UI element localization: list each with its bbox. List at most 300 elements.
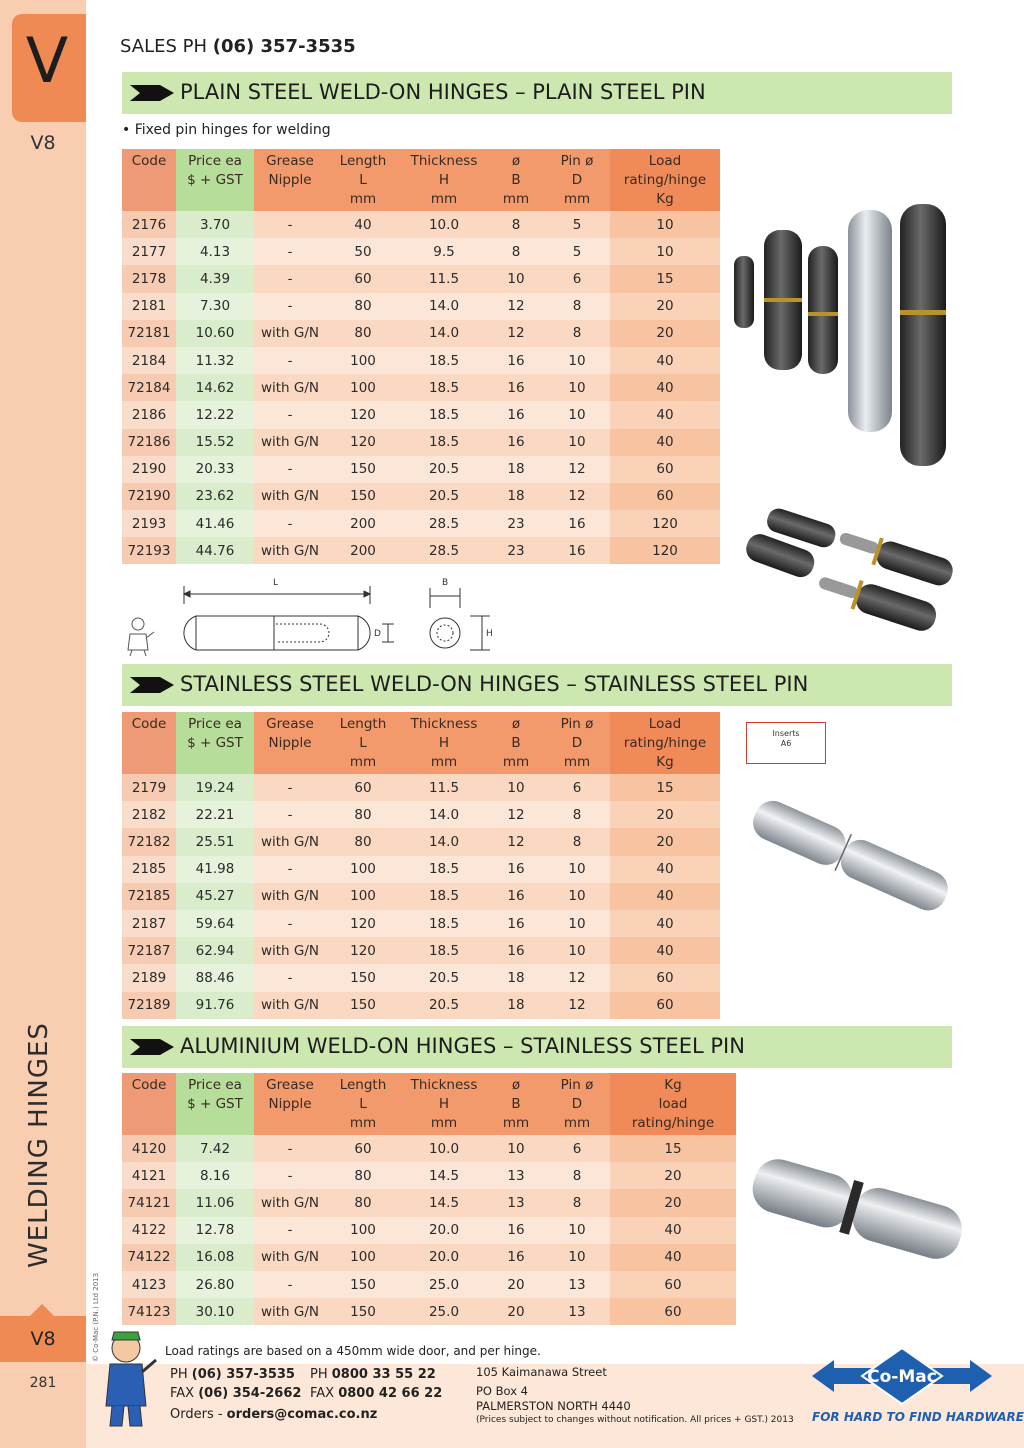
table-cell: 20.0 <box>400 1217 488 1244</box>
table-cell: 15 <box>610 1135 736 1162</box>
column-header-line: D <box>571 172 583 188</box>
table-cell: 8 <box>488 211 544 238</box>
table-cell: 4122 <box>122 1217 176 1244</box>
table-cell: 10 <box>610 211 720 238</box>
table-cell: with G/N <box>254 537 326 564</box>
table-row <box>122 483 720 510</box>
table-cell: 14.0 <box>400 293 488 320</box>
table-cell: 4120 <box>122 1135 176 1162</box>
column-header-line: Price ea <box>188 1077 242 1093</box>
table-cell: 12 <box>488 293 544 320</box>
column-header-line: mm <box>349 191 377 207</box>
table-cell: - <box>254 401 326 428</box>
table-row <box>122 774 720 801</box>
table-cell: 2186 <box>122 401 176 428</box>
table-cell: with G/N <box>254 937 326 964</box>
sales-phone-header <box>120 36 356 57</box>
table-cell: 8 <box>544 828 610 855</box>
table-cell: 5 <box>544 238 610 265</box>
table-cell: 120 <box>326 937 400 964</box>
table-cell: 22.21 <box>176 801 254 828</box>
table-cell: - <box>254 211 326 238</box>
hinge-dimension-diagram <box>120 574 500 660</box>
table-cell: 16 <box>488 1217 544 1244</box>
aluminium-hinge-photo <box>746 1140 968 1280</box>
table-cell: 8 <box>488 238 544 265</box>
column-header <box>176 712 254 774</box>
table-cell: 72182 <box>122 828 176 855</box>
table-cell: 100 <box>326 883 400 910</box>
table-cell: 40 <box>610 374 720 401</box>
table-cell: 120 <box>326 429 400 456</box>
column-header-line: mm <box>430 1115 458 1131</box>
inserts-label: Inserts <box>772 729 800 738</box>
table-cell: - <box>254 1217 326 1244</box>
table-cell: 74121 <box>122 1189 176 1216</box>
table-cell: with G/N <box>254 429 326 456</box>
table-header-row <box>122 149 720 211</box>
table-cell: 40 <box>326 211 400 238</box>
table-row <box>122 1162 736 1189</box>
table-cell: 2184 <box>122 347 176 374</box>
table-cell: 41.46 <box>176 510 254 537</box>
table-cell: 20.33 <box>176 456 254 483</box>
table-cell: 14.0 <box>400 828 488 855</box>
table-cell: 2189 <box>122 964 176 991</box>
table-cell: 72187 <box>122 937 176 964</box>
table-cell: 40 <box>610 1217 736 1244</box>
column-header-line: ø <box>511 1077 521 1093</box>
table-cell: 20 <box>610 320 720 347</box>
table-row <box>122 1217 736 1244</box>
comac-logo <box>812 1346 992 1406</box>
column-header <box>122 149 176 211</box>
table-cell: with G/N <box>254 992 326 1019</box>
column-header-line: Kg <box>664 1077 682 1093</box>
table-cell: 13 <box>488 1189 544 1216</box>
table-row <box>122 347 720 374</box>
sales-label: SALES PH <box>120 36 213 57</box>
column-header <box>400 149 488 211</box>
table-cell: 100 <box>326 1217 400 1244</box>
table-cell: 2176 <box>122 211 176 238</box>
table-row <box>122 429 720 456</box>
price-disclaimer: (Prices subject to changes without notification. All prices + GST.) 2013 <box>476 1415 794 1425</box>
section-bar-plain-steel <box>122 72 952 114</box>
table-cell: 80 <box>326 293 400 320</box>
table-cell: - <box>254 964 326 991</box>
inserts-page: A6 <box>780 739 792 748</box>
table-cell: 10 <box>544 429 610 456</box>
table-cell: 91.76 <box>176 992 254 1019</box>
table-cell: with G/N <box>254 483 326 510</box>
spec-table-plain-steel <box>122 149 720 564</box>
table-header-row <box>122 712 720 774</box>
table-cell: 100 <box>326 1244 400 1271</box>
table-cell: 10 <box>544 1217 610 1244</box>
table-cell: - <box>254 265 326 292</box>
table-cell: 4123 <box>122 1271 176 1298</box>
table-cell: 13 <box>544 1298 610 1325</box>
column-header <box>610 149 720 211</box>
column-header-line: mm <box>563 1115 591 1131</box>
column-header <box>400 712 488 774</box>
table-cell: 10 <box>544 347 610 374</box>
table-row <box>122 801 720 828</box>
table-cell: 4.39 <box>176 265 254 292</box>
table-row <box>122 293 720 320</box>
column-header <box>326 149 400 211</box>
table-cell: 2178 <box>122 265 176 292</box>
table-cell: 16 <box>488 429 544 456</box>
table-cell: 40 <box>610 347 720 374</box>
table-cell: 4121 <box>122 1162 176 1189</box>
column-header-line: Pin ø <box>560 1077 594 1093</box>
table-cell: 18.5 <box>400 856 488 883</box>
arrow-right-icon <box>130 1039 174 1055</box>
table-cell: 41.98 <box>176 856 254 883</box>
address-street: 105 Kaimanawa Street <box>476 1365 607 1379</box>
table-cell: 60 <box>610 964 720 991</box>
table-cell: 14.62 <box>176 374 254 401</box>
table-cell: 8 <box>544 801 610 828</box>
table-row <box>122 238 720 265</box>
table-cell: 7.30 <box>176 293 254 320</box>
section-letter: V <box>25 24 69 97</box>
table-cell: 3.70 <box>176 211 254 238</box>
column-header-line: Load <box>648 153 682 169</box>
table-cell: 8 <box>544 1189 610 1216</box>
table-cell: 40 <box>610 401 720 428</box>
column-header-line: mm <box>349 1115 377 1131</box>
table-row <box>122 537 720 564</box>
column-header-line: mm <box>502 1115 530 1131</box>
column-header <box>544 712 610 774</box>
contact-phone: PH (06) 357-3535 <box>170 1367 295 1382</box>
table-row <box>122 1298 736 1325</box>
table-cell: 16.08 <box>176 1244 254 1271</box>
column-header-line: Code <box>131 153 167 169</box>
column-header-line: Kg <box>656 754 674 770</box>
table-cell: 120 <box>610 510 720 537</box>
table-row <box>122 401 720 428</box>
table-cell: 72184 <box>122 374 176 401</box>
column-header-line: mm <box>430 754 458 770</box>
mascot-icon <box>92 1326 162 1430</box>
table-cell: 13 <box>488 1162 544 1189</box>
table-cell: 6 <box>544 774 610 801</box>
column-header <box>176 1073 254 1135</box>
table-cell: 50 <box>326 238 400 265</box>
column-header-line: Kg <box>656 191 674 207</box>
table-row <box>122 456 720 483</box>
table-cell: 100 <box>326 856 400 883</box>
spec-table-stainless-steel <box>122 712 720 1019</box>
table-cell: 20.5 <box>400 456 488 483</box>
table-cell: 12.22 <box>176 401 254 428</box>
table-cell: 2179 <box>122 774 176 801</box>
steel-hinges-photo <box>728 200 958 472</box>
table-cell: 80 <box>326 320 400 347</box>
table-row <box>122 883 720 910</box>
table-cell: 10 <box>544 401 610 428</box>
table-cell: 40 <box>610 1244 736 1271</box>
column-header-line: H <box>438 172 450 188</box>
hinge-parts-photo <box>734 494 960 644</box>
table-cell: 10 <box>488 774 544 801</box>
table-cell: 10 <box>544 856 610 883</box>
table-row <box>122 510 720 537</box>
column-header-line: Length <box>339 153 387 169</box>
table-cell: 150 <box>326 992 400 1019</box>
column-header-line: Nipple <box>268 1096 312 1112</box>
table-row <box>122 856 720 883</box>
table-cell: 18.5 <box>400 910 488 937</box>
table-cell: 10 <box>544 374 610 401</box>
column-header-line: ø <box>511 153 521 169</box>
column-header-line: Length <box>339 1077 387 1093</box>
table-cell: 10.60 <box>176 320 254 347</box>
column-header-line: load <box>658 1096 688 1112</box>
table-cell: 12 <box>488 320 544 347</box>
table-cell: - <box>254 510 326 537</box>
table-cell: 10 <box>544 937 610 964</box>
table-cell: 4.13 <box>176 238 254 265</box>
orders-contact: Orders - orders@comac.co.nz <box>170 1407 378 1422</box>
dim-label-L: L <box>273 578 279 588</box>
column-header <box>326 712 400 774</box>
table-cell: with G/N <box>254 1244 326 1271</box>
dim-label-B: B <box>442 578 449 588</box>
table-cell: 72189 <box>122 992 176 1019</box>
table-cell: 72190 <box>122 483 176 510</box>
table-cell: 10.0 <box>400 1135 488 1162</box>
column-header-line: L <box>359 1096 367 1112</box>
table-cell: 18.5 <box>400 937 488 964</box>
contact-freephone: PH 0800 33 55 22 <box>310 1367 436 1382</box>
table-cell: 16 <box>488 347 544 374</box>
table-cell: 20.5 <box>400 483 488 510</box>
column-header-line: rating/hinge <box>623 172 707 188</box>
table-cell: 40 <box>610 429 720 456</box>
column-header-line: Price ea <box>188 153 242 169</box>
column-header-line: Thickness <box>410 716 478 732</box>
page-number: 281 <box>29 1375 57 1391</box>
table-cell: 18.5 <box>400 883 488 910</box>
column-header-line: mm <box>502 191 530 207</box>
section-title: PLAIN STEEL WELD-ON HINGES – PLAIN STEEL PIN <box>180 80 706 104</box>
column-header-line: Grease <box>266 153 314 169</box>
table-cell: 12 <box>544 483 610 510</box>
dim-label-H: H <box>486 629 493 639</box>
orders-email-link[interactable]: orders@comac.co.nz <box>226 1407 378 1422</box>
column-header <box>488 712 544 774</box>
column-header <box>544 1073 610 1135</box>
table-cell: 40 <box>610 937 720 964</box>
table-cell: 72193 <box>122 537 176 564</box>
column-header <box>610 712 720 774</box>
table-cell: 2182 <box>122 801 176 828</box>
section-letter-tab <box>12 14 86 122</box>
load-rating-footnote: Load ratings are based on a 450mm wide door, and per hinge. <box>165 1344 541 1358</box>
table-cell: - <box>254 456 326 483</box>
column-header <box>326 1073 400 1135</box>
table-cell: 25.0 <box>400 1298 488 1325</box>
table-cell: 10 <box>610 238 720 265</box>
table-cell: 11.32 <box>176 347 254 374</box>
column-header-line: H <box>438 735 450 751</box>
table-cell: with G/N <box>254 1298 326 1325</box>
table-cell: 26.80 <box>176 1271 254 1298</box>
table-cell: 25.0 <box>400 1271 488 1298</box>
table-cell: with G/N <box>254 828 326 855</box>
table-cell: 28.5 <box>400 510 488 537</box>
column-header-line: $ + GST <box>187 1096 243 1112</box>
table-cell: 150 <box>326 1271 400 1298</box>
table-cell: 100 <box>326 374 400 401</box>
table-cell: 2177 <box>122 238 176 265</box>
column-header-line: ø <box>511 716 521 732</box>
table-cell: 60 <box>610 1298 736 1325</box>
table-cell: 28.5 <box>400 537 488 564</box>
table-cell: 80 <box>326 828 400 855</box>
table-cell: 150 <box>326 964 400 991</box>
column-header-line: Pin ø <box>560 716 594 732</box>
table-row <box>122 828 720 855</box>
table-cell: 18 <box>488 456 544 483</box>
table-cell: 16 <box>488 1244 544 1271</box>
address-city: PALMERSTON NORTH 4440 <box>476 1399 631 1413</box>
section-code-bottom-tab <box>0 1316 86 1362</box>
spec-table-aluminium <box>122 1073 736 1325</box>
table-cell: 18 <box>488 992 544 1019</box>
table-cell: 12 <box>488 801 544 828</box>
table-cell: 8 <box>544 320 610 347</box>
table-row <box>122 964 720 991</box>
column-header <box>254 1073 326 1135</box>
table-cell: - <box>254 910 326 937</box>
column-header-line: mm <box>563 754 591 770</box>
table-cell: 11.06 <box>176 1189 254 1216</box>
table-cell: 150 <box>326 456 400 483</box>
column-header-line: mm <box>430 191 458 207</box>
table-cell: 60 <box>326 774 400 801</box>
table-header-row <box>122 1073 736 1135</box>
sales-phone: (06) 357-3535 <box>212 36 356 57</box>
column-header-line: D <box>571 735 583 751</box>
table-cell: 2187 <box>122 910 176 937</box>
table-cell: 18.5 <box>400 401 488 428</box>
table-cell: 120 <box>326 910 400 937</box>
table-cell: 60 <box>610 992 720 1019</box>
table-cell: 20.5 <box>400 992 488 1019</box>
table-cell: 20 <box>610 1189 736 1216</box>
table-row <box>122 937 720 964</box>
table-cell: - <box>254 238 326 265</box>
table-cell: 20 <box>610 828 720 855</box>
table-cell: 62.94 <box>176 937 254 964</box>
section-note: • Fixed pin hinges for welding <box>122 122 331 138</box>
table-cell: 40 <box>610 883 720 910</box>
section-bar-aluminium <box>122 1026 952 1068</box>
column-header-line: Grease <box>266 1077 314 1093</box>
column-header <box>122 1073 176 1135</box>
table-cell: 15.52 <box>176 429 254 456</box>
column-header-line: mm <box>563 191 591 207</box>
table-cell: 2181 <box>122 293 176 320</box>
column-header-line: Pin ø <box>560 153 594 169</box>
table-cell: - <box>254 293 326 320</box>
column-header-line: L <box>359 172 367 188</box>
column-header-line: $ + GST <box>187 735 243 751</box>
table-row <box>122 1244 736 1271</box>
table-cell: 80 <box>326 1162 400 1189</box>
column-header-line: Code <box>131 1077 167 1093</box>
table-cell: 10 <box>544 883 610 910</box>
table-cell: 10 <box>544 910 610 937</box>
table-cell: 2190 <box>122 456 176 483</box>
table-row <box>122 320 720 347</box>
vertical-section-title: WELDING HINGES <box>24 1022 54 1268</box>
column-header <box>544 149 610 211</box>
table-row <box>122 211 720 238</box>
table-cell: 16 <box>488 401 544 428</box>
table-cell: 88.46 <box>176 964 254 991</box>
column-header-line: Length <box>339 716 387 732</box>
stainless-hinge-photo <box>746 784 956 930</box>
table-cell: 18.5 <box>400 347 488 374</box>
column-header <box>610 1073 736 1135</box>
table-row <box>122 910 720 937</box>
section-title: STAINLESS STEEL WELD-ON HINGES – STAINLESS STEEL PIN <box>180 672 809 696</box>
table-cell: 12 <box>544 992 610 1019</box>
table-cell: 45.27 <box>176 883 254 910</box>
table-cell: 6 <box>544 1135 610 1162</box>
table-cell: 60 <box>610 456 720 483</box>
column-header-line: $ + GST <box>187 172 243 188</box>
arrow-right-icon <box>130 677 174 693</box>
column-header-line: B <box>511 172 521 188</box>
column-header-line: mm <box>349 754 377 770</box>
table-cell: 25.51 <box>176 828 254 855</box>
table-cell: 12 <box>488 828 544 855</box>
column-header-line: Thickness <box>410 153 478 169</box>
table-cell: 12 <box>544 456 610 483</box>
table-row <box>122 992 720 1019</box>
column-header-line: D <box>571 1096 583 1112</box>
column-header-line: rating/hinge <box>623 735 707 751</box>
table-cell: 16 <box>488 910 544 937</box>
arrow-right-icon <box>130 85 174 101</box>
section-code-bottom: V8 <box>30 1328 56 1350</box>
table-cell: 60 <box>326 1135 400 1162</box>
table-cell: 23.62 <box>176 483 254 510</box>
section-code-top: V8 <box>30 132 56 154</box>
table-cell: 120 <box>610 537 720 564</box>
table-cell: 6 <box>544 265 610 292</box>
table-cell: 80 <box>326 801 400 828</box>
table-cell: with G/N <box>254 374 326 401</box>
table-cell: 18 <box>488 964 544 991</box>
table-cell: 18 <box>488 483 544 510</box>
table-cell: 72186 <box>122 429 176 456</box>
table-cell: 60 <box>610 1271 736 1298</box>
table-cell: 20 <box>488 1271 544 1298</box>
column-header-line: Grease <box>266 716 314 732</box>
table-row <box>122 1135 736 1162</box>
copyright-notice: © Co-Mac (P.N.) Ltd 2013 <box>92 1272 100 1362</box>
table-cell: 15 <box>610 265 720 292</box>
